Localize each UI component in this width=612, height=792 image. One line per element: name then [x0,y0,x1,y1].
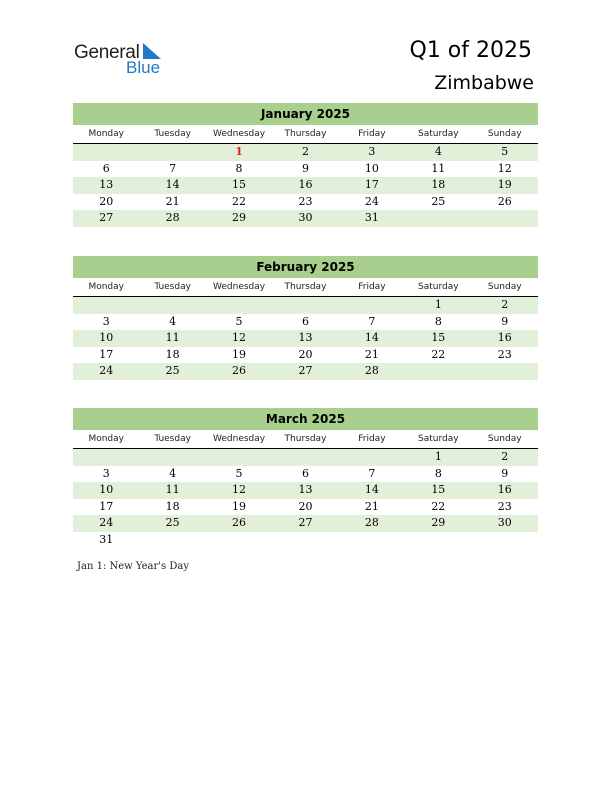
day-cell: 30 [298,211,313,224]
day-cell: 3 [102,466,110,480]
weekday-label: Wednesday [213,129,266,139]
day-cell [73,297,139,314]
day-cell: 14 [165,178,180,191]
week-row [73,499,538,516]
day-cell: 19 [232,499,247,513]
country-name: Zimbabwe [434,72,534,94]
logo-general-text: General [74,42,140,63]
day-cell [73,449,139,466]
day-cell: 29 [431,516,446,529]
day-cell: 24 [364,194,379,208]
day-cell: 22 [232,194,247,208]
day-cell: 11 [165,483,180,496]
day-cell: 6 [102,161,110,175]
day-cell: 23 [298,194,313,208]
day-cell: 7 [169,161,177,175]
weekday-label: Saturday [418,129,459,139]
day-cell: 27 [298,516,313,529]
day-cell: 10 [364,161,379,175]
month-title: March 2025 [73,408,538,430]
day-cell [206,449,272,466]
weekday-label: Saturday [418,434,459,444]
page-title: Q1 of 2025 [409,38,532,63]
day-cell: 4 [169,466,177,480]
day-cell: 27 [99,211,114,224]
weekday-label: Friday [358,129,386,139]
day-cell: 12 [497,161,512,175]
day-cell [472,363,538,380]
day-cell: 1 [434,450,442,463]
day-cell [405,363,471,380]
weekday-label: Tuesday [154,434,191,444]
weeks-container [73,297,538,380]
weekday-header-row [73,430,538,449]
weekday-label: Friday [358,434,386,444]
week-row [73,347,538,364]
day-cell [139,449,205,466]
month-calendar-march [73,408,538,548]
day-cell: 9 [501,314,509,328]
day-cell: 17 [364,178,379,191]
day-cell [272,297,338,314]
day-cell: 26 [497,194,512,208]
week-row [73,210,538,227]
day-cell: 9 [501,466,509,480]
weekday-label: Monday [88,434,124,444]
day-cell: 9 [301,161,309,175]
day-cell: 23 [497,499,512,513]
day-cell: 25 [165,364,180,377]
day-cell: 3 [102,314,110,328]
day-cell: 20 [99,194,114,208]
day-cell: 10 [99,331,114,344]
week-row [73,161,538,178]
day-cell [272,449,338,466]
day-cell: 11 [165,331,180,344]
week-row [73,297,538,314]
day-cell [272,532,338,549]
week-row [73,466,538,483]
week-row [73,194,538,211]
day-cell: 21 [165,194,180,208]
day-cell: 5 [501,145,509,158]
day-cell [206,297,272,314]
week-row [73,482,538,499]
day-cell [405,532,471,549]
weekday-header-row [73,125,538,144]
weekday-label: Wednesday [213,434,266,444]
day-cell: 15 [232,178,247,191]
day-cell: 18 [431,178,446,191]
day-cell [73,144,139,161]
day-cell: 23 [497,347,512,361]
day-cell: 1 [434,298,442,311]
day-cell: 21 [364,347,379,361]
day-cell: 13 [298,483,313,496]
day-cell: 24 [99,516,114,529]
day-cell [339,532,405,549]
holiday-note: Jan 1: New Year's Day [77,561,189,572]
day-cell: 13 [298,331,313,344]
day-cell [472,532,538,549]
day-cell: 20 [298,347,313,361]
day-cell [339,297,405,314]
day-cell: 28 [364,516,379,529]
day-cell: 16 [497,331,512,344]
day-cell: 8 [434,314,442,328]
day-cell: 28 [165,211,180,224]
day-cell: 4 [169,314,177,328]
day-cell: 1 [235,145,243,158]
day-cell [139,297,205,314]
day-cell: 29 [232,211,247,224]
day-cell: 10 [99,483,114,496]
day-cell: 21 [364,499,379,513]
day-cell [339,449,405,466]
month-title: January 2025 [73,103,538,125]
weekday-label: Tuesday [154,129,191,139]
day-cell: 28 [364,364,379,377]
day-cell: 27 [298,364,313,377]
day-cell: 16 [298,178,313,191]
day-cell: 8 [235,161,243,175]
day-cell [472,210,538,227]
day-cell: 31 [99,532,114,546]
day-cell: 30 [497,516,512,529]
day-cell: 31 [364,211,379,224]
weekday-label: Saturday [418,282,459,292]
weekday-label: Sunday [487,434,522,444]
week-row [73,314,538,331]
weekday-label: Monday [88,282,124,292]
week-row [73,330,538,347]
week-row [73,449,538,466]
day-cell: 5 [235,466,243,480]
week-row [73,363,538,380]
day-cell: 16 [497,483,512,496]
day-cell: 25 [165,516,180,529]
week-row [73,532,538,549]
day-cell: 2 [501,450,509,463]
day-cell: 12 [232,483,247,496]
day-cell [139,532,205,549]
month-calendar-february [73,256,538,380]
weeks-container [73,144,538,227]
day-cell: 26 [232,516,247,529]
weekday-label: Thursday [284,282,327,292]
weekday-label: Thursday [284,129,327,139]
month-title: February 2025 [73,256,538,278]
day-cell: 19 [232,347,247,361]
day-cell: 6 [301,466,309,480]
weekday-label: Tuesday [154,282,191,292]
day-cell: 11 [431,161,446,175]
day-cell: 20 [298,499,313,513]
day-cell: 13 [99,178,114,191]
day-cell: 3 [368,145,376,158]
day-cell [206,532,272,549]
weekday-header-row [73,278,538,297]
logo-blue-text: Blue [126,58,161,77]
day-cell: 22 [431,499,446,513]
day-cell: 18 [165,499,180,513]
day-cell: 15 [431,483,446,496]
day-cell: 18 [165,347,180,361]
weekday-label: Sunday [487,129,522,139]
weekday-label: Sunday [487,282,522,292]
day-cell: 8 [434,466,442,480]
day-cell: 26 [232,364,247,377]
weekday-label: Monday [88,129,124,139]
week-row [73,144,538,161]
day-cell: 2 [301,145,309,158]
week-row [73,515,538,532]
day-cell: 6 [301,314,309,328]
weeks-container [73,449,538,548]
day-cell: 19 [497,178,512,191]
weekday-label: Thursday [284,434,327,444]
day-cell: 2 [501,298,509,311]
logo [74,42,174,78]
weekday-label: Friday [358,282,386,292]
day-cell: 5 [235,314,243,328]
day-cell: 7 [368,314,376,328]
day-cell: 17 [99,347,114,361]
day-cell: 17 [99,499,114,513]
day-cell: 24 [99,364,114,377]
day-cell: 22 [431,347,446,361]
day-cell: 14 [364,331,379,344]
day-cell: 15 [431,331,446,344]
day-cell: 4 [434,145,442,158]
weekday-label: Wednesday [213,282,266,292]
day-cell: 12 [232,331,247,344]
week-row [73,177,538,194]
month-calendar-january [73,103,538,227]
day-cell: 25 [431,194,446,208]
day-cell [405,210,471,227]
day-cell [139,144,205,161]
day-cell: 7 [368,466,376,480]
day-cell: 14 [364,483,379,496]
